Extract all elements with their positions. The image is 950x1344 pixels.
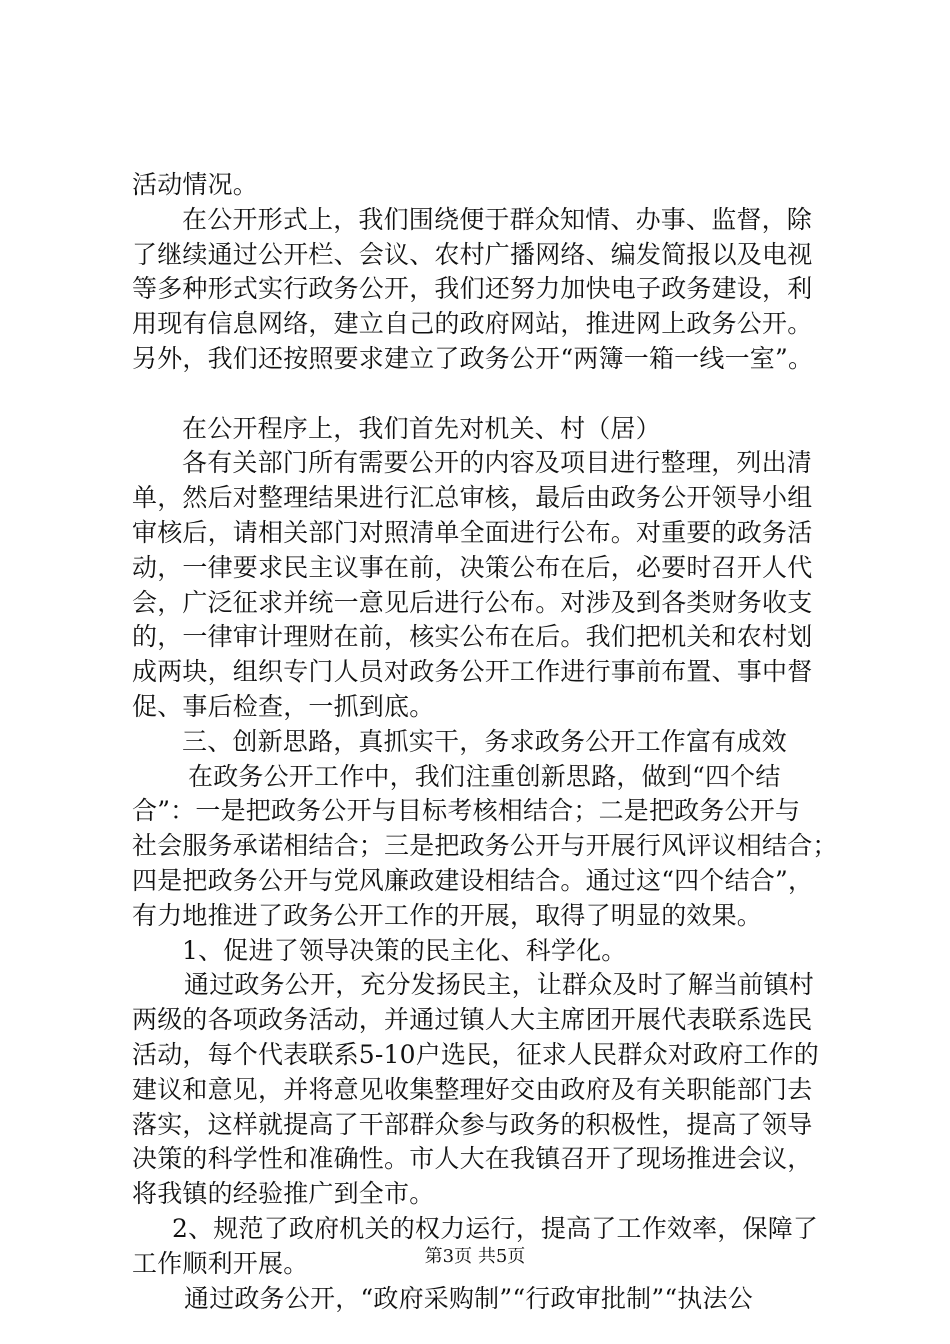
text-line: 决策的科学性和准确性。市人大在我镇召开了现场推进会议， <box>132 1144 813 1174</box>
text-line: 用现有信息网络，建立自己的政府网站，推进网上政务公开。 <box>132 309 813 339</box>
text-line: 单，然后对整理结果进行汇总审核，最后由政务公开领导小组 <box>132 483 813 513</box>
text-line: 两级的各项政务活动，并通过镇人大主席团开展代表联系选民 <box>132 1005 813 1035</box>
text-line: 审核后，请相关部门对照清单全面进行公布。对重要的政务活 <box>132 517 813 547</box>
text-line: 合”：一是把政务公开与目标考核相结合；二是把政务公开与 <box>132 796 801 826</box>
text-line: 工作顺利开展。 <box>132 1248 309 1278</box>
text-line: 等多种形式实行政务公开，我们还努力加快电子政务建设，利 <box>132 274 813 304</box>
text-line: 落实，这样就提高了干部群众参与政务的积极性，提高了领导 <box>132 1109 813 1139</box>
text-line: 活动情况。 <box>132 170 259 199</box>
text-line: 通过政务公开，“政府采购制”“行政审批制”“执法公 <box>184 1283 753 1313</box>
text-line: 有力地推进了政务公开工作的开展，取得了明显的效果。 <box>132 900 763 930</box>
text-line: 建议和意见，并将意见收集整理好交由政府及有关职能部门去 <box>132 1074 813 1104</box>
text-line: 在公开形式上，我们围绕便于群众知情、办事、监督，除 <box>182 204 813 234</box>
text-line: 在政务公开工作中，我们注重创新思路，做到“四个结 <box>188 761 781 791</box>
text-line: 会，广泛征求并统一意见后进行公布。对涉及到各类财务收支 <box>132 587 813 617</box>
text-line: 的，一律审计理财在前，核实公布在后。我们把机关和农村划 <box>132 622 813 652</box>
text-line: 促、事后检查，一抓到底。 <box>132 691 435 721</box>
page-footer: 第3页 共5页 <box>424 1246 526 1267</box>
blank-line <box>132 377 852 412</box>
text-line: 成两块，组织专门人员对政务公开工作进行事前布置、事中督 <box>132 657 813 687</box>
text-line: 活动，每个代表联系5-10户选民，征求人民群众对政府工作的 <box>132 1039 819 1069</box>
text-line: 通过政务公开，充分发扬民主，让群众及时了解当前镇村 <box>184 970 815 1000</box>
text-line: 社会服务承诺相结合；三是把政务公开与开展行风评议相结合； <box>132 831 838 861</box>
text-line: 将我镇的经验推广到全市。 <box>132 1179 435 1209</box>
document-body <box>132 168 852 1316</box>
subsection-heading: 2、规范了政府机关的权力运行，提高了工作效率，保障了 <box>172 1213 819 1243</box>
text-line: 各有关部门所有需要公开的内容及项目进行整理，列出清 <box>182 448 813 478</box>
text-line: 另外，我们还按照要求建立了政务公开“两簿一箱一线一室”。 <box>132 343 814 373</box>
text-line: 在公开程序上，我们首先对机关、村（居） <box>182 413 661 443</box>
text-line: 四是把政务公开与党风廉政建设相结合。通过这“四个结合”， <box>132 865 814 895</box>
section-heading: 三、创新思路，真抓实干，务求政务公开工作富有成效 <box>182 726 787 756</box>
subsection-heading: 1、促进了领导决策的民主化、科学化。 <box>182 935 627 965</box>
text-line: 动，一律要求民主议事在前，决策公布在后，必要时召开人代 <box>132 552 813 582</box>
text-line: 了继续通过公开栏、会议、农村广播网络、编发简报以及电视 <box>132 239 813 269</box>
